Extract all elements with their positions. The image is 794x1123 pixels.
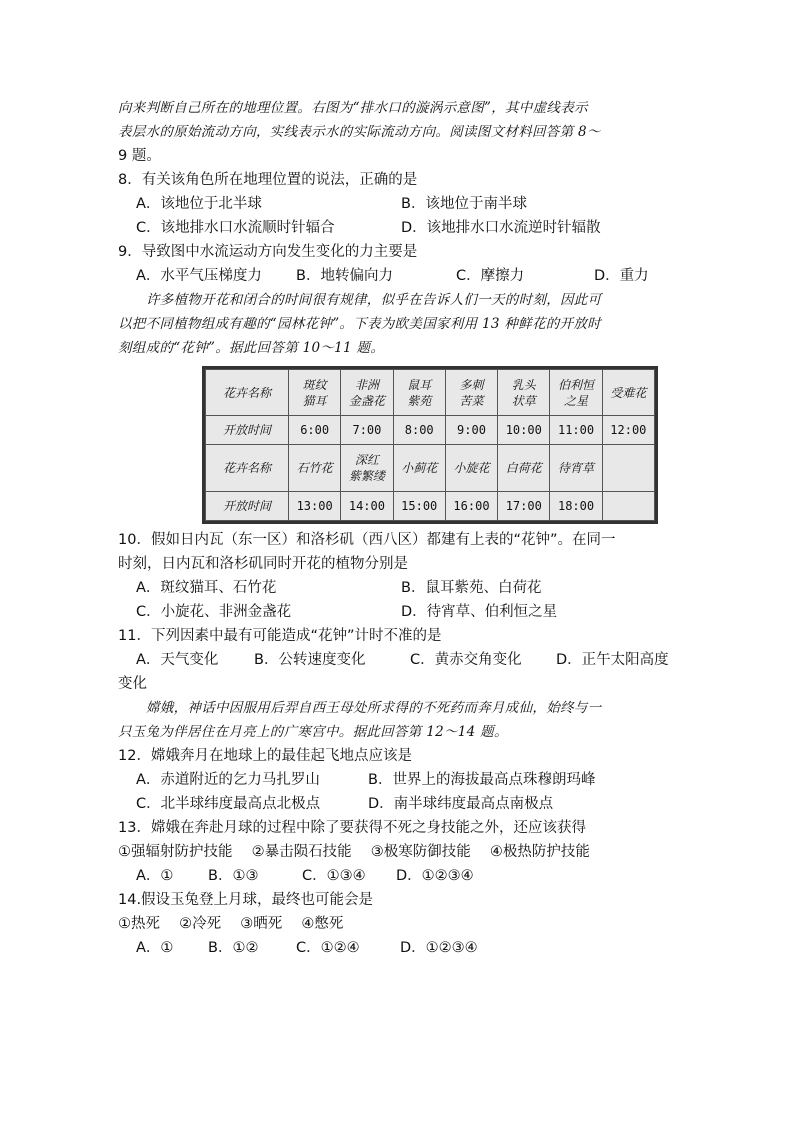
flower-name: 乳头 状草 <box>511 377 536 408</box>
flower-name-cell <box>393 445 445 491</box>
option-9a: A．水平气压梯度力 <box>136 268 262 284</box>
question-12-stem: 12．嫦娥奔月在地球上的最佳起飞地点应该是 <box>118 748 412 764</box>
option-14d: D．①②③④ <box>400 940 478 956</box>
flower-name-cell <box>341 370 393 416</box>
flower-name: 石竹花 <box>296 461 333 476</box>
flower-name: 白荷花 <box>505 461 542 476</box>
passage-3-line-2: 只玉兔为伴居住在月亮上的广寒宫中。据此回答第 12～14 题。 <box>118 724 508 740</box>
question-10-stem-1: 10．假如日内瓦（东一区）和洛杉矶（西八区）都建有上表的“花钟”。在同一 <box>118 532 616 548</box>
question-8-options-ab <box>118 192 678 216</box>
flower-name-cell <box>550 370 602 416</box>
table-row <box>206 370 655 416</box>
option-11d: D．正午太阳高度 <box>556 652 669 668</box>
flower-name-cell <box>498 370 550 416</box>
question-8-stem: 8．有关该角色所在地理位置的说法，正确的是 <box>118 172 418 188</box>
question-8-options-cd <box>118 216 678 240</box>
option-9c: C．摩擦力 <box>456 268 525 284</box>
passage-2-line-3: 刻组成的“花钟”。据此回答第 10～11 题。 <box>118 340 385 356</box>
passage-2-line-2: 以把不同植物组成有趣的“园林花钟”。下表为欧美国家利用 13 种鲜花的开放时 <box>118 316 601 332</box>
option-8b: B．该地位于南半球 <box>401 196 527 212</box>
intro-line-3: 9 题。 <box>118 148 161 164</box>
option-13a: A．① <box>136 868 174 884</box>
question-10-stem-2: 时刻，日内瓦和洛杉矶同时开花的植物分别是 <box>118 556 408 572</box>
flower-name: 非洲 金盏花 <box>348 377 385 408</box>
flower-name: 待宵草 <box>558 461 595 476</box>
exam-page <box>118 96 678 960</box>
question-12-options-ab <box>118 768 678 792</box>
option-8c: C．该地排水口水流顺时针辐合 <box>136 220 335 236</box>
option-10c: C．小旋花、非洲金盏花 <box>136 604 292 620</box>
question-10-options-ab <box>118 576 678 600</box>
option-12a: A．赤道附近的乞力马扎罗山 <box>136 772 320 788</box>
option-13b: B．①③ <box>208 868 259 884</box>
open-time: 17:00 <box>498 491 550 520</box>
table-row <box>206 491 655 520</box>
question-10-options-cd <box>118 600 678 624</box>
option-8d: D．该地排水口水流逆时针辐散 <box>401 220 601 236</box>
flower-name: 伯利恒 之星 <box>558 377 595 408</box>
question-9-options <box>118 264 678 288</box>
flower-name-cell <box>498 445 550 491</box>
option-14a: A．① <box>136 940 174 956</box>
question-9-stem: 9．导致图中水流运动方向发生变化的力主要是 <box>118 244 418 260</box>
flower-name-cell <box>602 370 654 416</box>
flower-name-cell <box>341 445 393 491</box>
flower-name-cell <box>393 370 445 416</box>
flower-name: 鼠耳 紫苑 <box>407 377 432 408</box>
table-row <box>206 445 655 491</box>
open-time: 16:00 <box>445 491 497 520</box>
question-12-options-cd <box>118 792 678 816</box>
option-10d: D．待宵草、伯利恒之星 <box>401 604 558 620</box>
flower-name: 受难花 <box>610 385 647 400</box>
option-11c: C．黄赤交角变化 <box>410 652 522 668</box>
question-11-stem: 11．下列因素中最有可能造成“花钟”计时不准的是 <box>118 628 442 644</box>
option-9d: D．重力 <box>594 268 649 284</box>
option-14b: B．①② <box>208 940 259 956</box>
question-14-items: ①热死 ②冷死 ③晒死 ④憋死 <box>118 916 344 932</box>
name-header-1: 花卉名称 <box>206 370 289 416</box>
option-11b: B．公转速度变化 <box>254 652 366 668</box>
option-8a: A．该地位于北半球 <box>136 196 262 212</box>
open-time: 7:00 <box>341 416 393 445</box>
option-9b: B．地转偏向力 <box>296 268 393 284</box>
open-time: 9:00 <box>445 416 497 445</box>
flower-name: 斑纹 猫耳 <box>302 377 327 408</box>
intro-line-2: 表层水的原始流动方向，实线表示水的实际流动方向。阅读图文材料回答第 8～ <box>118 124 601 140</box>
question-11-option-d-continued: 变化 <box>118 676 147 692</box>
flower-name: 小旋花 <box>453 461 490 476</box>
question-14-stem: 14.假设玉兔登上月球，最终也可能会是 <box>118 892 374 908</box>
option-13d: D．①②③④ <box>396 868 474 884</box>
flower-name: 小蓟花 <box>401 461 438 476</box>
question-14-options <box>118 936 678 960</box>
question-13-items: ①强辐射防护技能 ②暴击陨石技能 ③极寒防御技能 ④极热防护技能 <box>118 844 590 860</box>
option-10a: A．斑纹猫耳、石竹花 <box>136 580 277 596</box>
open-time: 18:00 <box>550 491 602 520</box>
question-13-options <box>118 864 678 888</box>
flower-name-cell <box>445 370 497 416</box>
open-time <box>602 491 654 520</box>
open-time: 13:00 <box>289 491 341 520</box>
option-10b: B．鼠耳紫苑、白荷花 <box>401 580 542 596</box>
flower-name-cell <box>602 445 654 491</box>
name-header-2: 花卉名称 <box>206 445 289 491</box>
intro-line-1: 向来判断自己所在的地理位置。右图为“排水口的漩涡示意图”，其中虚线表示 <box>118 100 588 116</box>
flower-clock-table <box>202 366 658 524</box>
passage-3-line-1: 嫦娥，神话中因服用后羿自西王母处所求得的不死药而奔月成仙，始终与一 <box>146 700 602 716</box>
question-11-options <box>118 648 678 672</box>
question-13-stem: 13．嫦娥在奔赴月球的过程中除了要获得不死之身技能之外，还应该获得 <box>118 820 586 836</box>
option-12d: D．南半球纬度最高点南极点 <box>368 796 554 812</box>
flower-name-cell <box>550 445 602 491</box>
open-time: 10:00 <box>498 416 550 445</box>
open-time: 11:00 <box>550 416 602 445</box>
open-time: 15:00 <box>393 491 445 520</box>
open-time: 12:00 <box>602 416 654 445</box>
flower-name-cell <box>289 370 341 416</box>
option-14c: C．①②④ <box>296 940 360 956</box>
option-13c: C．①③④ <box>302 868 366 884</box>
open-time: 14:00 <box>341 491 393 520</box>
open-time: 6:00 <box>289 416 341 445</box>
flower-name-cell <box>289 445 341 491</box>
option-12c: C．北半球纬度最高点北极点 <box>136 796 321 812</box>
time-header-1: 开放时间 <box>206 416 289 445</box>
passage-2-line-1: 许多植物开花和闭合的时间很有规律，似乎在告诉人们一天的时刻，因此可 <box>146 292 602 308</box>
flower-name: 多刺 苦菜 <box>459 377 484 408</box>
flower-name: 深红 紫繁缕 <box>348 453 385 484</box>
open-time: 8:00 <box>393 416 445 445</box>
option-12b: B．世界上的海拔最高点珠穆朗玛峰 <box>368 772 596 788</box>
option-11a: A．天气变化 <box>136 652 219 668</box>
time-header-2: 开放时间 <box>206 491 289 520</box>
table-row <box>206 416 655 445</box>
flower-name-cell <box>445 445 497 491</box>
